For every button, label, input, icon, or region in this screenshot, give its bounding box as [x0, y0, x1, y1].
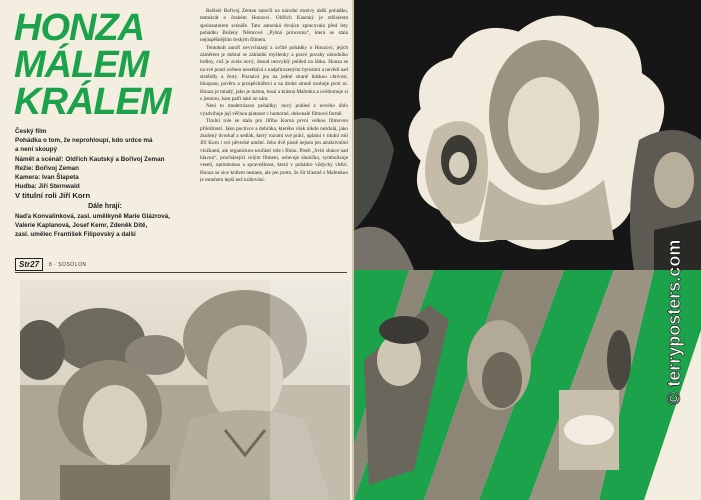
credit-music: Hudba: Jiří Sternwald [15, 183, 80, 191]
logo-mark: Str27 [15, 258, 43, 271]
cast-heading: Dále hrají: [88, 203, 122, 211]
credit-director: Režie: Bořivoj Zeman [15, 164, 80, 172]
credit-genre: Český film [15, 128, 47, 135]
article-text [200, 8, 348, 184]
title-line-1: HONZA [14, 7, 145, 49]
photo-couple-art [20, 280, 350, 500]
article-paragraph: Tentokrát autoři nevycházejí z určité pohádky o Honzovi, jejich záměrem je dobrat se základní myšlenky a pravé povahy národního hrdiny, což je zcela nový, dosud nezvyklý pohled na látku. Honza se na své pouti světem nesetkává s nadpřirozenými bytostmi a nevědí nad strašidly a čerty. Poznává jen na jedné straně lidskou chtivost, hloupost, pověru a prospěchářství a na druhé straně osobuje proti ní. Honza je mladý, jako je máma, bosá a krásná Mařenka a uvědomuje si s jistotou, kam patří také on sám. [200, 44, 348, 103]
credit-camera: Kamera: Ivan Šlapeta [15, 174, 79, 182]
title-line-3: KRÁLEM [14, 81, 171, 123]
title-line-2: MÁLEM [14, 44, 149, 86]
photo-collage-bottom [354, 270, 701, 500]
watermark-text [654, 120, 694, 410]
film-title [14, 7, 199, 123]
logo-subtext: 8 · SOSOLON [49, 261, 87, 268]
divider [15, 272, 347, 273]
cast-line-1: Naďa Konvalinková, zasl. umělkyně Marie Glázrová, [15, 212, 171, 220]
publisher-logo [15, 258, 86, 271]
credits-block [15, 127, 195, 239]
cast-line-2: Valerie Kaplanová, Josef Kemr, Zdeněk Dítě, [15, 221, 148, 229]
credit-tagline-2: a není skoupý [15, 146, 57, 154]
photo-collage-top [354, 0, 701, 270]
credit-lead: V titulní roli Jiří Korn [15, 191, 91, 201]
article-paragraph: Režisér Bořivoj Zeman natočil na národní motivy další pohádku, tentokrát o českém Honzovi. Oldřich Kautský je režisérem spoluautorem scénáře. Tato autorská dvojice zpracovala před lety pohádku Boženy Němcové „Pyšná princezna“, která se stala nejúspěšnějším českým filmem. [200, 8, 348, 44]
collage-top-art [354, 0, 701, 270]
watermark [654, 120, 694, 410]
article-paragraph: Není to modernizace pohádky; nový pohled z nového úhlu vyzdvihuje její věčnou platnost v humorné, dokonalé filmové formě. [200, 103, 348, 117]
article-paragraph: Titulní role se stala pro Jiřího Korna první velkou filmovou příležitostí. Jako poctivce a dobráka, kterého však nikdo nezdolá, jako zkušený dvorkař a sedlák, který rozumí své práci, uplatní v titulní roli Jiří Korn i své pěvecké umění. Jeho dvě písně nejsou jen atraktivními vložkami, ale organickou součástí role i filmu. Píseň „Svítí slunce nad hlavou“, procházející celým filmem, oslavuje sluníčko, symbolizuje veselí, optimismus a spravedlnost, která v pohádce vždycky vítězí. Honza se sice králem nestane, ale jen proto, že žít šťastně s Mařenkou je mnohem lepší než králování. [200, 118, 348, 183]
watermark-label: © terryposters.com [664, 239, 684, 405]
cast-line-3: zasl. umělec František Filipovský a další [15, 231, 136, 239]
credit-story: Námět a scénář: Oldřich Kautský a Bořivoj Zeman [15, 155, 165, 163]
photo-couple [20, 280, 350, 500]
credit-tagline-1: Pohádka o tom, že neprohloupí, kdo srdce má [15, 137, 153, 145]
collage-bottom-art [354, 270, 701, 500]
